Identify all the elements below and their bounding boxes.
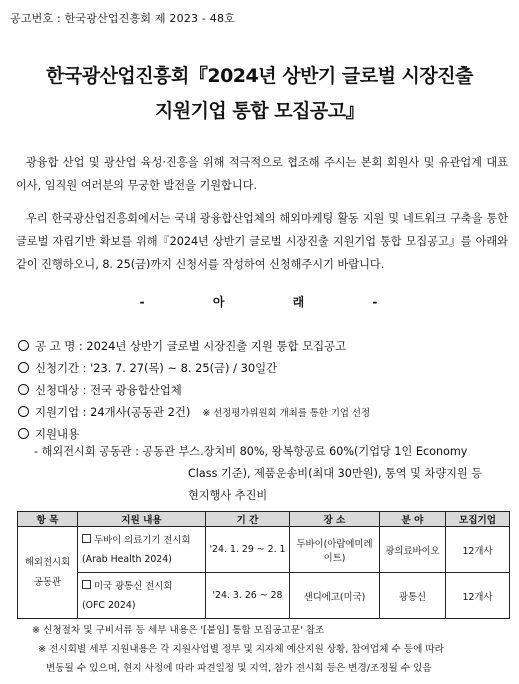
table-header-row	[18, 512, 510, 527]
section-heading: - 아 래 -	[139, 295, 380, 309]
category-cell: 해외전시회 공동관	[18, 527, 78, 619]
count-cell: 12개사	[446, 573, 510, 619]
exhibition-name: 미국 광통신 전시회	[94, 580, 173, 592]
circle-bullet-icon	[18, 340, 29, 351]
greeting-paragraph: 광융합 산업 및 광산업 육성·진흥을 위해 적극적으로 협조해 주시는 본회 회원사 및 유관업계 대표이사, 임직원 여러분의 무궁한 발전을 기원합니다.	[16, 156, 508, 192]
page-title-line-2: 지원기업 통합 모집공고』	[154, 100, 365, 122]
field-cell: 광통신	[380, 573, 446, 619]
support-detail-line-1: - 해외전시회 공동관 : 공동관 부스.장치비 80%, 왕복항공료 60%(기업당 1인 Economy	[34, 445, 468, 458]
table-header: 지원 내용	[78, 512, 206, 527]
item-name-text: 공 고 명 : 2024년 상반기 글로벌 시장진출 지원 통합 모집공고	[35, 339, 347, 353]
support-detail-line-3: 현지행사 추진비	[188, 489, 268, 502]
notice-number: 공고번호 : 한국광산업진흥회 제 2023 - 48호	[10, 12, 236, 25]
item-name	[18, 338, 346, 354]
exhibition-name-en: (OFC 2024)	[82, 599, 136, 611]
table-header: 모집기업	[446, 512, 510, 527]
footnote-changes-line-2: 변동될 수 있으며, 현지 사정에 따라 파견일정 및 지역, 참가 전시회 등은 변경/조정될 수 있음	[46, 663, 432, 674]
exhibition-table	[17, 511, 510, 619]
item-content-text: 지원내용	[35, 427, 80, 441]
place-cell: 두바이(아랍에미레이트)	[290, 527, 380, 573]
item-target-text: 신청대상 : 전국 광융합산업체	[35, 383, 182, 397]
checkbox-icon	[82, 580, 91, 589]
intro-paragraph: 우리 한국광산업진흥회에서는 국내 광융합산업체의 해외마케팅 활동 지원 및 네트워크 구축을 통한 글로벌 자립기반 확보를 위해『2024년 상반기 글로벌 시장진출 지원기업 통합 모집공고』를 아래와 같이 진행하오니, 8. 25(금)까지 신청서를 작성하여 신청해주시기 바랍니다.	[16, 212, 508, 271]
item-period	[18, 360, 277, 376]
table-row	[18, 527, 510, 573]
selection-note: ※ 선정평가위원회 개최를 통한 기업 선정	[202, 408, 371, 419]
table-header: 기 간	[206, 512, 290, 527]
item-target	[18, 382, 182, 398]
table-header: 분 야	[380, 512, 446, 527]
page-title-line-1: 한국광산업진흥회『2024년 상반기 글로벌 시장진출	[46, 65, 473, 87]
exhibition-name: 두바이 의료기기 전시회	[94, 534, 191, 546]
exhibition-name-cell	[78, 527, 206, 573]
field-cell: 광의료바이오	[380, 527, 446, 573]
footnote-procedure: ※ 신청절차 및 구비서류 등 세부 내용은 '[붙임] 통합 모집공고문' 참조	[32, 625, 325, 636]
period-cell: '24. 1. 29 ~ 2. 1	[206, 527, 290, 573]
place-cell: 샌디에고(미국)	[290, 573, 380, 619]
item-content	[18, 426, 79, 442]
footnote-changes	[38, 640, 518, 678]
item-companies	[18, 404, 370, 420]
circle-bullet-icon	[18, 362, 29, 373]
exhibition-name-en: (Arab Health 2024)	[82, 553, 172, 565]
table-header: 장 소	[290, 512, 380, 527]
checkbox-icon	[82, 534, 91, 543]
footnote-changes-line-1: ※ 전시회별 세부 지원내용은 각 지원사업별 정부 및 지자체 예산지원 상황, 참여업체 수 등에 따라	[38, 644, 444, 655]
exhibition-name-cell	[78, 573, 206, 619]
circle-bullet-icon	[18, 428, 29, 439]
period-cell: '24. 3. 26 ~ 28	[206, 573, 290, 619]
item-companies-text: 지원기업 : 24개사(공동관 2건)	[35, 405, 191, 419]
table-header: 항 목	[18, 512, 78, 527]
item-period-text: 신청기간 : '23. 7. 27(목) ~ 8. 25(금) / 30일간	[35, 361, 278, 375]
support-content-detail	[34, 441, 510, 507]
table-row	[18, 573, 510, 619]
circle-bullet-icon	[18, 384, 29, 395]
circle-bullet-icon	[18, 406, 29, 417]
support-detail-line-2: Class 기준), 제품운송비(최대 30만원), 통역 및 차량지원 등	[188, 467, 483, 480]
count-cell: 12개사	[446, 527, 510, 573]
